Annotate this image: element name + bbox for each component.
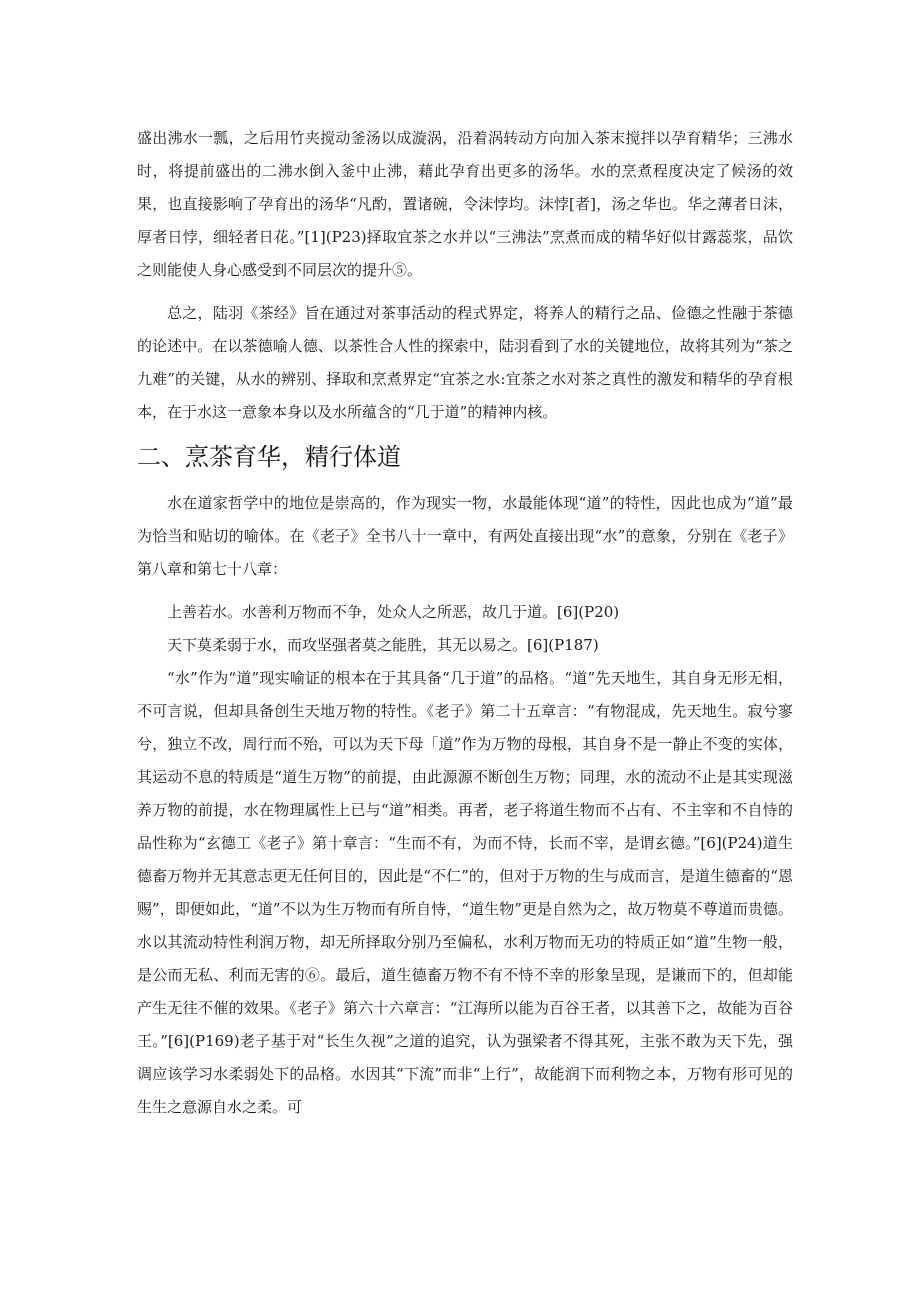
body-paragraph: 水在道家哲学中的地位是崇高的，作为现实一物，水最能体现“道”的特性，因此也成为“道”最为恰当和贴切的喻体。在《老子》全书八十一章中，有两处直接出现“水”的意象，分别在《老子》第八章和第七十八章： bbox=[137, 494, 793, 578]
body-paragraph: “水”作为“道”现实喻证的根本在于其具备“几于道”的品格。“道”先天地生，其自身无形无相，不可言说，但却具备创生天地万物的特性。《老子》第二十五章言：“有物混成，先天地生。寂兮寥兮，独立不改，周行而不殆，可以为天下母「道”作为万物的母根，其自身不是一静止不变的实体，其运动不息的特质是“道生万物”的前提，由此源源不断创生万物；同理，水的流动不止是其实现滋养万物的前提，水在物理属性上已与“道”相类。再者，老子将道生物而不占有、不主宰和不自恃的品性称为“玄德工《老子》第十章言：“生而不有，为而不恃，长而不宰，是谓玄德。”[6](P24)道生德畜万物并无其意志更无任何目的，因此是“不仁”的，但对于万物的生与成而言，是道生德畜的“恩赐”，即便如此，“道”不以为生万物而有所自恃，“道生物”更是自然为之，故万物莫不尊道而贵德。水以其流动特性利润万物，却无所择取分别乃至偏私，水利万物而无功的特质正如“道”生物一般，是公而无私、利而无害的⑥。最后，道生德畜万物不有不恃不幸的形象呈现，是谦而下的，但却能产生无往不催的效果。《老子》第六十六章言：“江海所以能为百谷王者，以其善下之，故能为百谷王。”[6](P169)老子基于对“长生久视”之道的追究，认为强梁者不得其死，主张不敢为天下先，强调应该学习水柔弱处下的品格。水因其“下流”而非“上行”，故能润下而利物之本，万物有形可见的生生之意源自水之柔。可 bbox=[137, 669, 793, 1116]
block-quote: 上善若水。水善利万物而不争，处众人之所恶，故几于道。[6](P20) bbox=[167, 603, 620, 621]
document-body bbox=[137, 122, 793, 1124]
body-paragraph: 盛出沸水一瓢，之后用竹夹搅动釜汤以成漩涡，沿着涡转动方向加入茶末搅拌以孕育精华；三沸水时，将提前盛出的二沸水倒入釜中止沸，藉此孕育出更多的汤华。水的烹煮程度决定了候汤的效果，也直接影响了孕育出的汤华“凡酌，置诸碗，令沫悖均。沫悖[者]，汤之华也。华之薄者日沫，厚者日悖，细轻者日花。”[1](P23)择取宜茶之水并以“三沸法”烹煮而成的精华好似甘露蕊浆，品饮之则能使人身心感受到不同层次的提升⑤。 bbox=[137, 129, 793, 279]
section-heading: 二、烹茶育华，精行体道 bbox=[137, 443, 401, 471]
block-quote: 天下莫柔弱于水，而攻坚强者莫之能胜，其无以易之。[6](P187) bbox=[167, 636, 599, 654]
body-paragraph: 总之，陆羽《茶经》旨在通过对茶事活动的程式界定，将养人的精行之品、俭德之性融于茶德的论述中。在以茶德喻人德、以茶性合人性的探索中，陆羽看到了水的关键地位，故将其列为“茶之九难”的关键，从水的辨别、择取和烹煮界定“宜茶之水:宜茶之水对茶之真性的激发和精华的孕育根本，在于水这一意象本身以及水所蕴含的“几于道”的精神内核。 bbox=[137, 304, 793, 421]
